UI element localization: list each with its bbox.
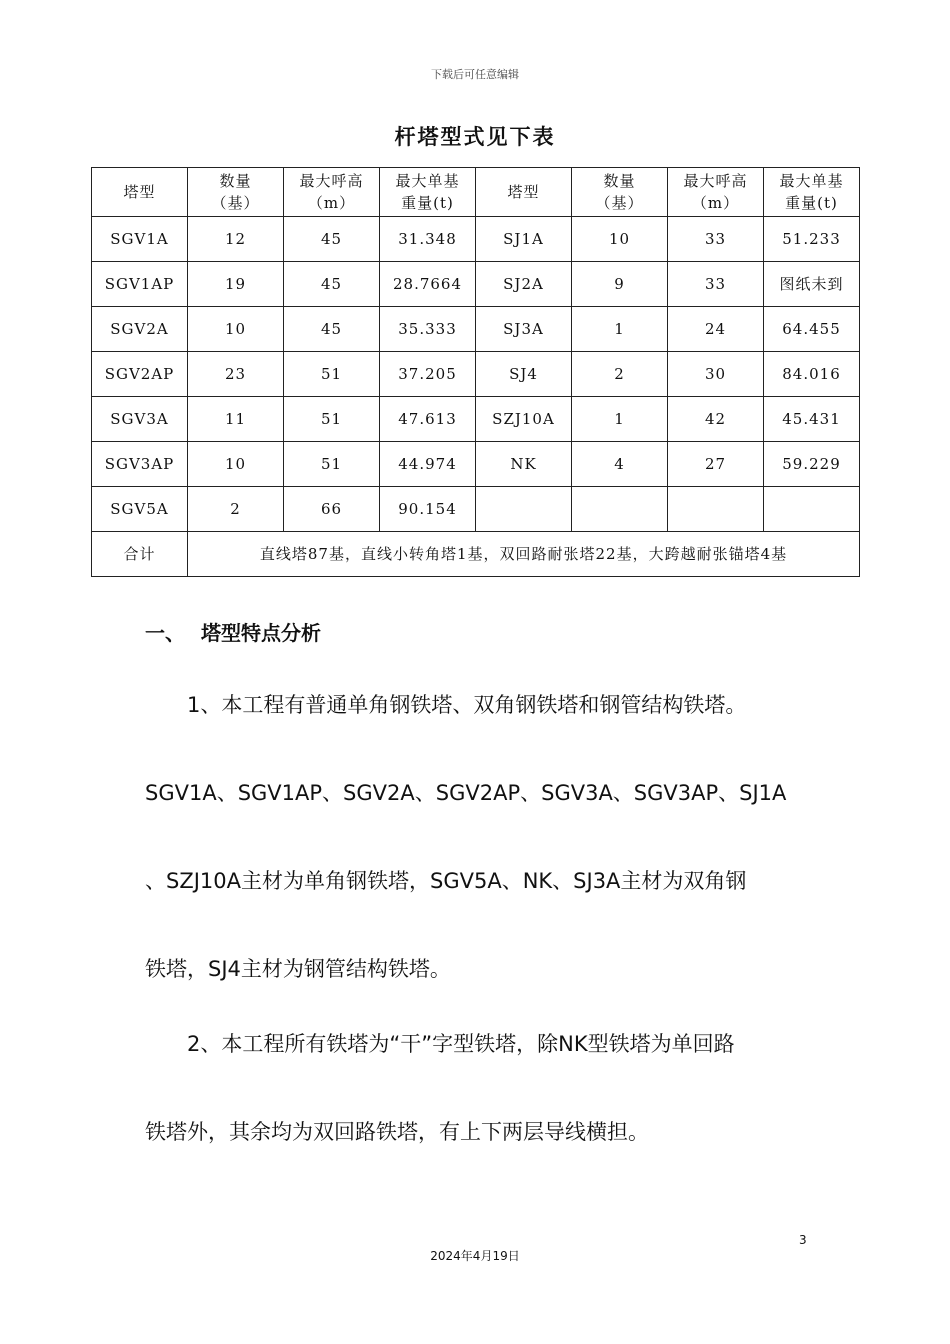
- table-row: [92, 307, 860, 352]
- header-cell: 数量 （基）: [572, 168, 668, 217]
- table-cell: 2: [572, 352, 668, 397]
- header-cell: 最大呼高 （m）: [668, 168, 764, 217]
- table-cell: 90.154: [380, 487, 476, 532]
- table-cell: 64.455: [764, 307, 860, 352]
- table-cell: 19: [188, 262, 284, 307]
- table-cell: SZJ10A: [476, 397, 572, 442]
- paragraph-line: SGV1A、SGV1AP、SGV2A、SGV2AP、SGV3A、SGV3AP、SJ1A: [145, 781, 787, 805]
- page-number: 3: [799, 1233, 807, 1247]
- header-cell: 塔型: [92, 168, 188, 217]
- table-cell: 12: [188, 217, 284, 262]
- table-cell: SJ1A: [476, 217, 572, 262]
- table-cell: SJ3A: [476, 307, 572, 352]
- table-cell: [668, 487, 764, 532]
- paragraph-line: 、SZJ10A主材为单角钢铁塔，SGV5A、NK、SJ3A主材为双角钢: [145, 869, 747, 893]
- table-cell: 10: [188, 442, 284, 487]
- table-cell: [572, 487, 668, 532]
- table-title: 杆塔型式见下表: [394, 125, 556, 149]
- table-cell: 图纸未到: [764, 262, 860, 307]
- table-cell: 30: [668, 352, 764, 397]
- table-row: [92, 397, 860, 442]
- table-row: [92, 262, 860, 307]
- table-cell: 27: [668, 442, 764, 487]
- table-cell: SJ4: [476, 352, 572, 397]
- table-cell: 2: [188, 487, 284, 532]
- table-cell: 42: [668, 397, 764, 442]
- table-cell: 24: [668, 307, 764, 352]
- header-cell: 数量 （基）: [188, 168, 284, 217]
- table-cell: 66: [284, 487, 380, 532]
- table-cell: 23: [188, 352, 284, 397]
- table-cell: SGV3AP: [92, 442, 188, 487]
- table-cell: [764, 487, 860, 532]
- table-cell: 37.205: [380, 352, 476, 397]
- table-cell: SGV1A: [92, 217, 188, 262]
- table-cell: 28.7664: [380, 262, 476, 307]
- table-cell: SGV5A: [92, 487, 188, 532]
- table-cell: 10: [572, 217, 668, 262]
- table-cell: 51: [284, 397, 380, 442]
- table-header-row: [92, 168, 860, 217]
- table-row: [92, 352, 860, 397]
- table-cell: 31.348: [380, 217, 476, 262]
- paragraph-line: 2、本工程所有铁塔为“干”字型铁塔，除NK型铁塔为单回路: [187, 1032, 735, 1056]
- total-text-cell: 直线塔87基，直线小转角塔1基，双回路耐张塔22基，大跨越耐张锚塔4基: [188, 532, 860, 577]
- table-cell: 44.974: [380, 442, 476, 487]
- header-cell: 塔型: [476, 168, 572, 217]
- header-cell: 最大单基 重量(t): [380, 168, 476, 217]
- table-cell: 4: [572, 442, 668, 487]
- table-cell: 33: [668, 217, 764, 262]
- table-cell: 84.016: [764, 352, 860, 397]
- tower-type-table: [91, 167, 860, 577]
- table-cell: 47.613: [380, 397, 476, 442]
- table-cell: 9: [572, 262, 668, 307]
- header-cell: 最大呼高 （m）: [284, 168, 380, 217]
- table-cell: 35.333: [380, 307, 476, 352]
- table-cell: 11: [188, 397, 284, 442]
- table-cell: 45.431: [764, 397, 860, 442]
- table-cell: SGV2AP: [92, 352, 188, 397]
- paragraph-1: [145, 661, 825, 1013]
- table-cell: 33: [668, 262, 764, 307]
- table-cell: SGV1AP: [92, 262, 188, 307]
- header-cell: 最大单基 重量(t): [764, 168, 860, 217]
- table-row: [92, 487, 860, 532]
- total-label-cell: 合计: [92, 532, 188, 577]
- table-cell: 51: [284, 442, 380, 487]
- table-cell: 45: [284, 307, 380, 352]
- table-cell: NK: [476, 442, 572, 487]
- table-cell: 59.229: [764, 442, 860, 487]
- table-cell: 10: [188, 307, 284, 352]
- table-cell: 1: [572, 307, 668, 352]
- table-cell: SGV3A: [92, 397, 188, 442]
- section-title: 塔型特点分析: [201, 621, 321, 645]
- table-row: [92, 217, 860, 262]
- table-cell: 45: [284, 262, 380, 307]
- table-cell: 51: [284, 352, 380, 397]
- footer-date: 2024年4月19日: [430, 1249, 520, 1263]
- table-row: [92, 442, 860, 487]
- paragraph-2: [145, 1000, 825, 1176]
- paragraph-line: 铁塔，SJ4主材为钢管结构铁塔。: [145, 957, 451, 981]
- paragraph-line: 1、本工程有普通单角钢铁塔、双角钢铁塔和钢管结构铁塔。: [187, 693, 747, 717]
- table-cell: SJ2A: [476, 262, 572, 307]
- table-cell: 45: [284, 217, 380, 262]
- table-cell: SGV2A: [92, 307, 188, 352]
- table-total-row: [92, 532, 860, 577]
- header-note: 下载后可任意编辑: [431, 68, 519, 81]
- table-cell: 51.233: [764, 217, 860, 262]
- section-number: 一、: [145, 621, 185, 645]
- section-heading: [145, 617, 321, 646]
- paragraph-line: 铁塔外，其余均为双回路铁塔，有上下两层导线横担。: [145, 1120, 649, 1144]
- table-cell: 1: [572, 397, 668, 442]
- table-cell: [476, 487, 572, 532]
